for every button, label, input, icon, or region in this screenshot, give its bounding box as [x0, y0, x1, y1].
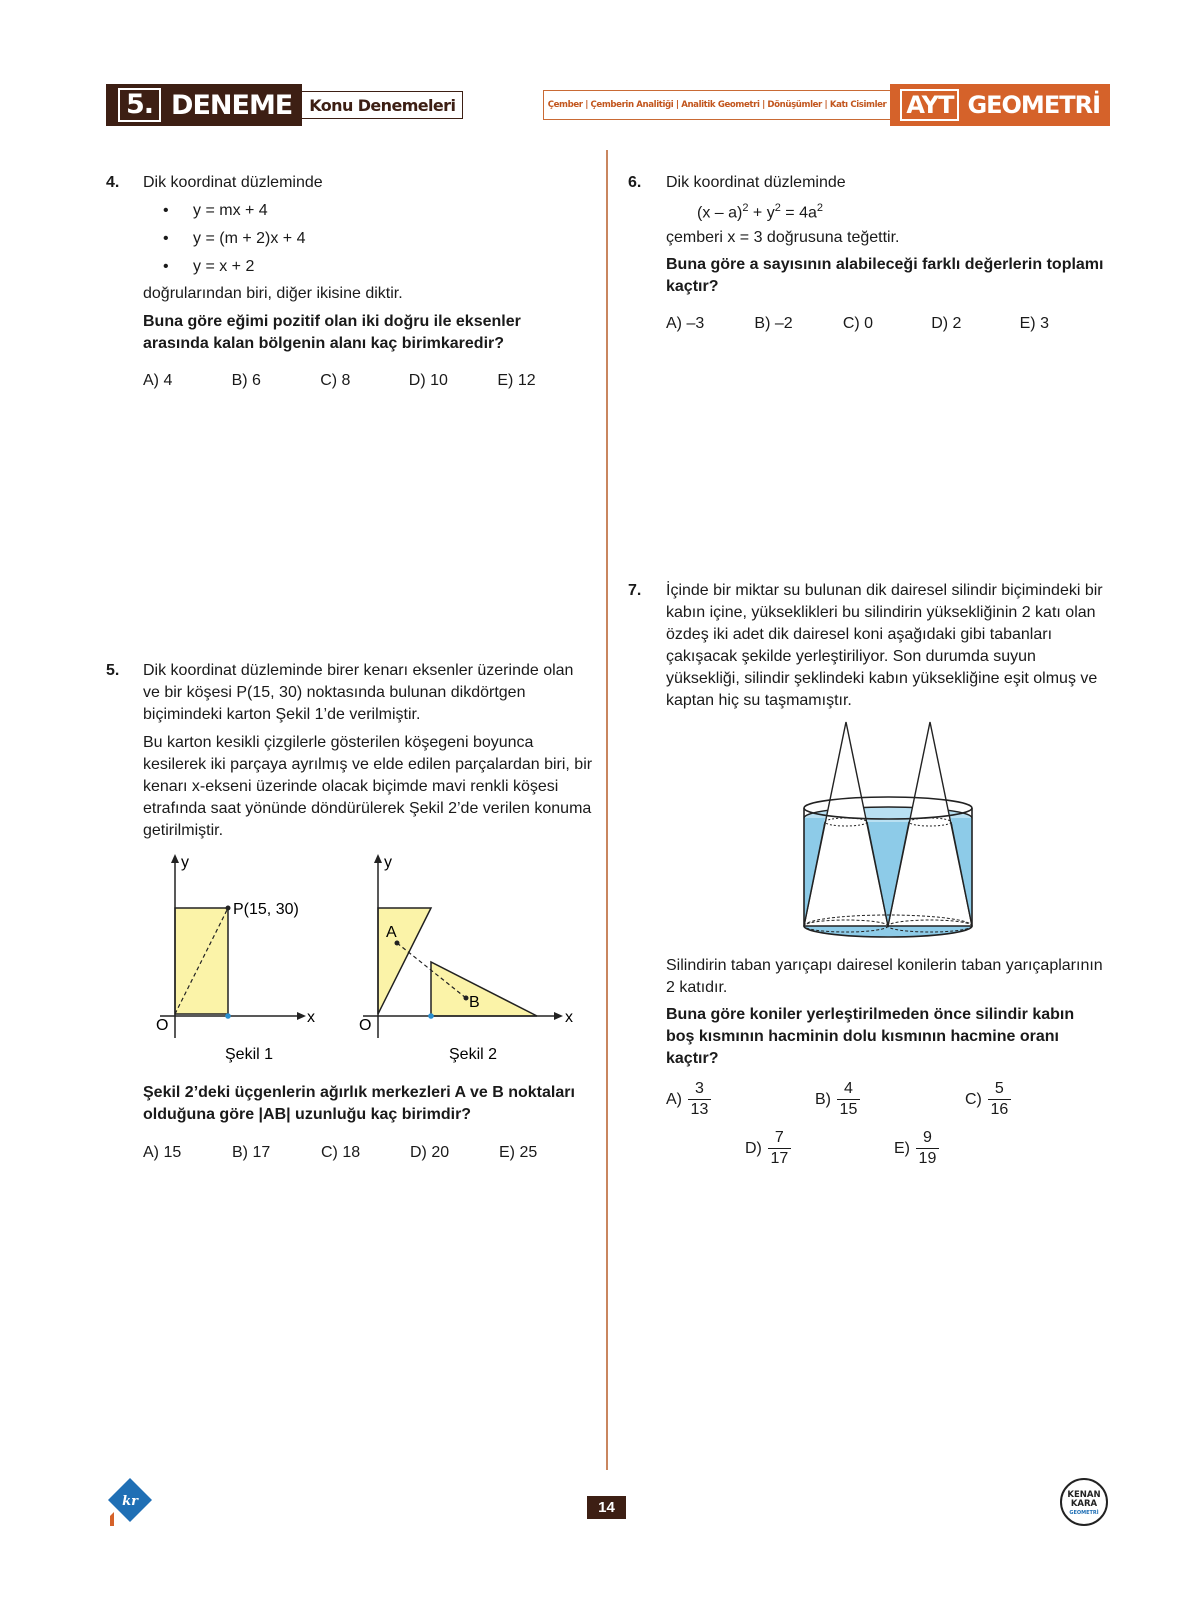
course-header — [543, 84, 1110, 126]
column-divider — [606, 150, 608, 1470]
question-text: doğrularından biri, diğer ikisine diktir. — [143, 285, 403, 302]
question-7 — [628, 580, 1113, 712]
cylinder-cones-figure — [790, 718, 1000, 940]
choice-d[interactable]: D) 10 — [408, 372, 448, 389]
choice-c[interactable]: C) 8 — [320, 372, 351, 389]
fraction: $\frac{7}{17}$ — [768, 1128, 791, 1169]
question-7-prompt — [666, 955, 1106, 1070]
triangle-2 — [431, 962, 537, 1016]
course-badge — [890, 84, 1110, 126]
choice-d[interactable]: D) 2 — [931, 315, 962, 333]
question-intro: Dik koordinat düzleminde — [143, 174, 323, 191]
choice-d[interactable]: D) $\frac{7}{17}$ — [745, 1128, 791, 1169]
fraction: $\frac{3}{13}$ — [688, 1079, 711, 1120]
blue-vertex — [428, 1013, 434, 1019]
course-prefix: AYT — [900, 89, 959, 121]
choice-c[interactable]: C) 18 — [321, 1144, 361, 1161]
choice-d[interactable]: D) 20 — [410, 1144, 450, 1161]
svg-text:KENAN: KENAN — [1067, 1490, 1101, 1500]
question-number: 5. — [106, 662, 120, 679]
fraction: $\frac{9}{19}$ — [916, 1128, 939, 1169]
choice-e[interactable]: E) $\frac{9}{19}$ — [894, 1128, 939, 1169]
question-number: 7. — [628, 582, 642, 599]
origin-label: O — [359, 1017, 372, 1034]
question-5 — [106, 660, 596, 842]
origin-label: O — [156, 1017, 169, 1034]
equation-text: y = mx + 4 — [193, 202, 268, 219]
choice-a[interactable]: A) 15 — [143, 1144, 182, 1161]
question-number: 4. — [106, 174, 120, 191]
choice-c[interactable]: C) $\frac{5}{16}$ — [965, 1079, 1011, 1120]
svg-text:GEOMETRİ: GEOMETRİ — [1069, 1510, 1099, 1516]
question-prompt: Buna göre a sayısının alabileceği farklı değerlerin toplamı kaçtır? — [666, 256, 1104, 296]
answer-choices — [666, 313, 1108, 335]
question-prompt: Buna göre eğimi pozitif olan iki doğru ile eksenler arasında kalan bölgenin alanı kaç birimkaredir? — [143, 313, 521, 352]
fraction: $\frac{4}{15}$ — [837, 1079, 860, 1120]
choice-b[interactable]: B) $\frac{4}{15}$ — [815, 1079, 860, 1120]
question-text: Dik koordinat düzleminde birer kenarı eksenler üzerinde olan ve bir köşesi P(15, 30) noktasında bulunan dikdörtgen biçimindeki karton Şekil 1’de verilmiştir. — [143, 662, 574, 723]
point-a-label: A — [386, 924, 397, 941]
y-axis-arrow — [171, 854, 179, 863]
fraction: $\frac{5}{16}$ — [988, 1079, 1011, 1120]
page-number: 14 — [587, 1496, 626, 1519]
author-logo — [1058, 1476, 1110, 1528]
course-name: GEOMETRİ — [967, 91, 1100, 119]
exam-subtitle: Konu Denemeleri — [302, 91, 463, 119]
equation-item: • y = x + 2 — [163, 256, 586, 278]
logo-text: kr — [122, 1494, 138, 1509]
exam-header — [106, 84, 463, 126]
equation-item: • y = (m + 2)x + 4 — [163, 228, 586, 250]
choice-b[interactable]: B) 17 — [232, 1144, 271, 1161]
publisher-logo — [104, 1476, 156, 1528]
y-label: y — [384, 854, 392, 871]
choice-c[interactable]: C) 0 — [842, 315, 874, 333]
point-b — [464, 996, 469, 1001]
point-p — [226, 906, 231, 911]
question-prompt: Şekil 2’deki üçgenlerin ağırlık merkezleri A ve B noktaları olduğuna göre |AB| uzunluğu kaç birimdir? — [143, 1084, 575, 1123]
answer-choices — [143, 1142, 593, 1164]
choice-e[interactable]: E) 25 — [499, 1144, 538, 1161]
topics-list: Çember | Çemberin Analitiği | Analitik Geometri | Dönüşümler | Katı Cisimler — [543, 90, 891, 120]
question-number: 6. — [628, 174, 642, 191]
question-6 — [628, 172, 1108, 335]
equation-text: y = x + 2 — [193, 258, 255, 275]
figure-caption: Şekil 1 — [225, 1046, 274, 1063]
choice-a[interactable]: A) –3 — [666, 315, 705, 333]
y-axis-arrow — [374, 854, 382, 863]
choice-b[interactable]: B) 6 — [231, 372, 261, 389]
point-p-label: P(15, 30) — [233, 901, 299, 918]
x-axis-arrow — [554, 1012, 563, 1020]
question-4 — [106, 172, 586, 392]
point-a — [395, 941, 400, 946]
choice-b[interactable]: B) –2 — [754, 315, 793, 333]
blue-vertex — [225, 1013, 231, 1019]
choice-e[interactable]: E) 3 — [1019, 315, 1049, 333]
answer-choices — [143, 370, 586, 392]
figure-caption: Şekil 2 — [449, 1046, 498, 1063]
choice-a[interactable]: A) $\frac{3}{13}$ — [666, 1079, 711, 1120]
x-label: x — [565, 1009, 573, 1026]
exam-label: DENEME — [171, 89, 293, 121]
equation-text: y = (m + 2)x + 4 — [193, 230, 306, 247]
question-text: İçinde bir miktar su bulunan dik dairesel silindir biçimindeki bir kabın içine, yükseklikleri bu silindirin yüksekliğinin 2 katı olan özdeş iki adet dik dairesel koni aşağıdaki gibi tabanları çakışacak şekilde yerleştiriliyor. Son durumda suyun yüksekliği, silindir şeklindeki kabın yüksekliğine eşit olmuş ve kaptan hiç su taşmamıştır. — [666, 582, 1103, 709]
question-intro: Dik koordinat düzleminde — [666, 174, 846, 191]
x-label: x — [307, 1009, 315, 1026]
question-prompt: Buna göre koniler yerleştirilmeden önce silindir kabın boş kısmının hacminin dolu kısmının hacmine oranı kaçtır? — [666, 1006, 1075, 1067]
question-text: Silindirin taban yarıçapı dairesel konilerin taban yarıçaplarının 2 katıdır. — [666, 957, 1103, 996]
question-text: çemberi x = 3 doğrusuna teğettir. — [666, 229, 900, 247]
point-b-label: B — [469, 994, 480, 1011]
figure-2 — [345, 852, 585, 1072]
exam-number: 5. — [118, 88, 161, 122]
exam-badge — [106, 84, 302, 126]
choice-e[interactable]: E) 12 — [497, 372, 536, 389]
svg-text:KARA: KARA — [1070, 1499, 1098, 1509]
y-label: y — [181, 854, 189, 871]
equation-item: • y = mx + 4 — [163, 200, 586, 222]
question-text: Bu karton kesikli çizgilerle gösterilen köşegeni boyunca kesilerek iki parçaya ayrılmış ve elde edilen parçalardan biri, bir kenarı x-ekseni üzerinde olacak biçimde mavi renkli köşesi etrafında saat yönünde döndürülerek Şekil 2’de verilen konuma getirilmiştir. — [143, 734, 593, 839]
question-5-prompt — [143, 1082, 593, 1164]
x-axis-arrow — [297, 1012, 306, 1020]
figure-1 — [140, 852, 340, 1072]
circle-equation: $(x - a)^2 + y^2 = 4a^2$ — [697, 202, 823, 222]
choice-a[interactable]: A) 4 — [143, 372, 173, 389]
